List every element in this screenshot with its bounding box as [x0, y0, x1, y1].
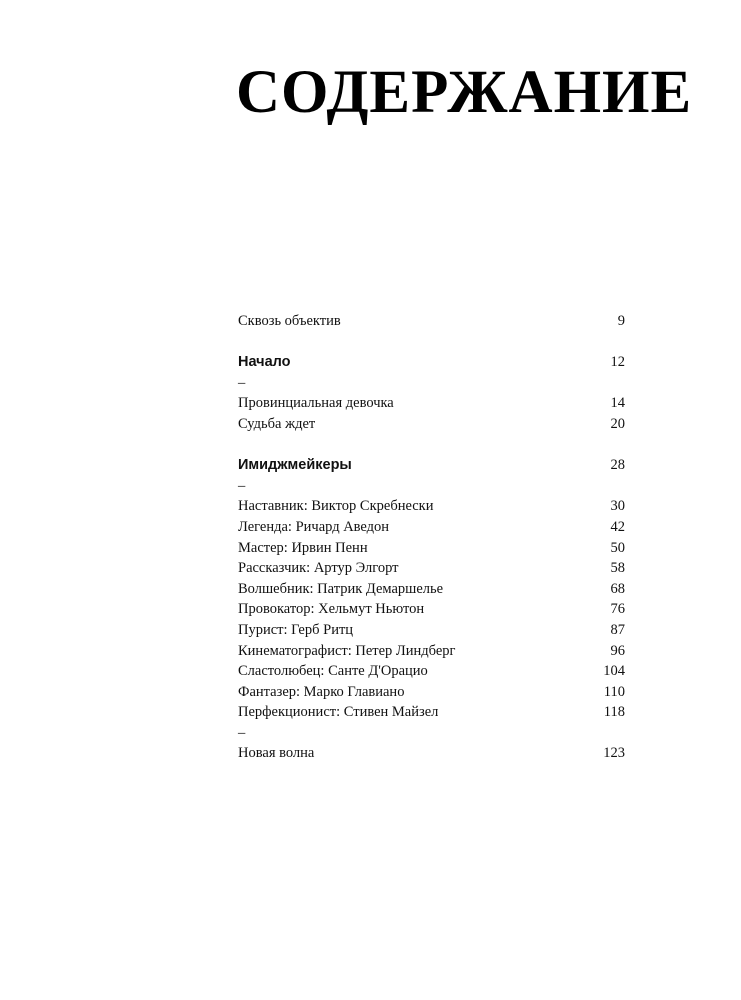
toc-entry-label: Легенда: Ричард Аведон: [238, 518, 390, 535]
spacer: [238, 435, 625, 456]
toc-entry-label: Фантазер: Марко Главиано: [238, 683, 405, 700]
toc-entry-page: 30: [610, 498, 625, 515]
toc-entry[interactable]: [238, 579, 625, 600]
toc-section-label: Имиджмейкеры: [238, 457, 352, 474]
toc-entry-page: 50: [610, 539, 625, 556]
toc-dash: –: [238, 477, 246, 494]
toc-entry-label: Сластолюбец: Санте Д'Орацио: [238, 663, 428, 680]
toc-entry-label: Пурист: Герб Ритц: [238, 621, 354, 638]
toc-entry-label: Кинематографист: Петер Линдберг: [238, 642, 456, 659]
toc-entry-page: 42: [610, 518, 625, 535]
toc-entry-page: 96: [610, 642, 625, 659]
toc-entry[interactable]: [238, 743, 625, 764]
toc-entry[interactable]: [238, 558, 625, 579]
toc-entry-page: 20: [610, 415, 625, 432]
toc-entry-page: 76: [610, 601, 625, 618]
page-title: СОДЕРЖАНИЕ: [236, 59, 693, 126]
toc-entry-label: Мастер: Ирвин Пенн: [238, 539, 368, 556]
toc-entry[interactable]: [238, 702, 625, 723]
toc-entry-label: Волшебник: Патрик Демаршелье: [238, 580, 444, 597]
toc-entry-page: 9: [617, 313, 625, 329]
toc-entry[interactable]: [238, 496, 625, 517]
toc-section-heading[interactable]: [238, 455, 625, 476]
toc-section-label: Начало: [238, 354, 291, 371]
toc-entry-page: 110: [603, 683, 625, 700]
toc-entry[interactable]: [238, 661, 625, 682]
toc-entry[interactable]: [238, 517, 625, 538]
toc-entry-page: 104: [603, 663, 625, 680]
toc-entry-page: 28: [610, 457, 625, 474]
toc-dash: –: [238, 724, 246, 741]
toc-entry-label: Наставник: Виктор Скребнески: [238, 498, 434, 515]
toc-entry[interactable]: [238, 599, 625, 620]
toc-entry-page: 58: [610, 560, 625, 577]
table-of-contents: [238, 311, 625, 764]
toc-entry-label: Судьба ждет: [238, 415, 316, 432]
spacer: [238, 332, 625, 353]
toc-entry[interactable]: [238, 682, 625, 703]
toc-entry[interactable]: [238, 538, 625, 559]
toc-entry-page: 14: [610, 395, 625, 412]
toc-entry[interactable]: [238, 620, 625, 641]
toc-section-heading[interactable]: [238, 352, 625, 373]
toc-dash: –: [238, 374, 246, 391]
toc-entry-label: Перфекционист: Стивен Майзел: [238, 704, 439, 721]
toc-entry-label: Провокатор: Хельмут Ньютон: [238, 601, 425, 618]
toc-entry-label: Сквозь объектив: [238, 313, 341, 329]
toc-entry-label: Рассказчик: Артур Элгорт: [238, 560, 399, 577]
toc-entry[interactable]: [238, 414, 625, 435]
toc-entry-page: 68: [610, 580, 625, 597]
toc-entry[interactable]: [238, 393, 625, 414]
toc-entry-page: 118: [603, 704, 625, 721]
toc-entry[interactable]: [238, 641, 625, 662]
toc-entry[interactable]: [238, 311, 625, 332]
toc-entry-page: 12: [610, 354, 625, 371]
toc-entry-label: Новая волна: [238, 745, 315, 762]
toc-entry-page: 87: [610, 621, 625, 638]
toc-entry-page: 123: [603, 745, 625, 762]
toc-entry-label: Провинциальная девочка: [238, 395, 394, 412]
